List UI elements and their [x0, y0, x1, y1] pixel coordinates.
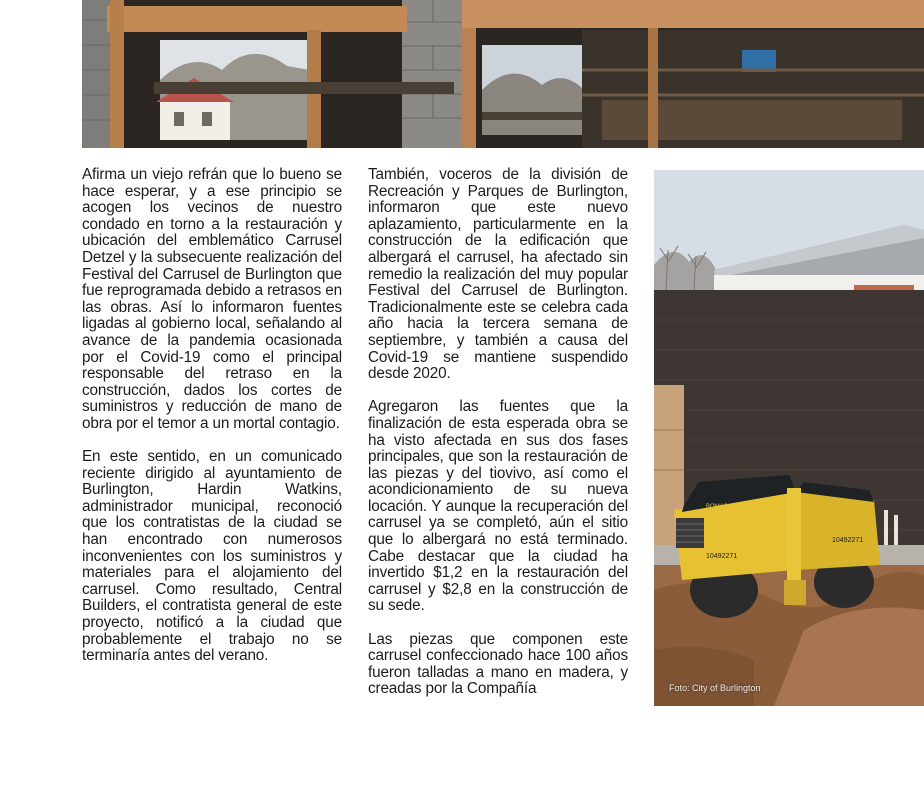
article-paragraph: Agregaron las fuentes que la finalización de esta esperada obra se ha visto afectada en sus dos fases principales, que son la restauración de las piezas y del tiovivo, así como el acondicionamiento de su nueva locación. Y aunque la recuperación del carrusel ya se completó, aún el sitio que lo albergará no está terminado. Cabe destacar que la ciudad ha invertido $1,2 en la restauración del carrusel y $2,8 en la construcción de su sede.: [368, 398, 628, 615]
machine-id-front: 10492271: [706, 553, 738, 560]
article-paragraph: En este sentido, en un comunicado reciente dirigido al ayuntamiento de Burlington, Hardin Watkins, administrador municipal, reconoció que los contratistas de la ciudad se han encontrado con numerosos inconvenientes con los suministros y materiales para el alojamiento del carrusel. Como resultado, Central Builders, el contratista general de este proyecto, notificó a la ciudad que probablemente el trabajo no se terminaría antes del verano.: [82, 448, 342, 665]
article-paragraph: Afirma un viejo refrán que lo bueno se hace esperar, y a ese principio se acogen los vecinos de nuestro condado en torno a la restauración y ubicación del emblemático Carrusel Detzel y la subsecuente realización del Festival del Carrusel de Burlington que fue reprogramada debido a retrasos en las obras. Así lo informaron fuentes ligadas al gobierno local, señalando al avance de la pandemia ocasionada por el Covid-19 como el principal responsable del retraso en la construcción, dados los cortes de suministros y reducción de mano de obra por el temor a un mortal contagio.: [82, 166, 342, 432]
article-paragraph: También, voceros de la división de Recreación y Parques de Burlington, informaron que este nuevo aplazamiento, particularmente en la construcción de la edificación que albergará el carrusel, ha afectado sin remedio la realización del muy popular Festival del Carrusel de Burlington. Tradicionalmente este se celebra cada año hacia la tercera semana de septiembre, y también a causa del Covid-19 se mantiene suspendido desde 2020.: [368, 166, 628, 383]
machine-id-side: 10492271: [832, 537, 864, 544]
compactor-photo: [654, 170, 924, 706]
article-paragraph: Las piezas que componen este carrusel confeccionado hace 100 años fueron talladas a mano en madera, y creadas por la Compañía: [368, 630, 628, 698]
photo-credit: Foto: City of Burlington: [669, 683, 761, 693]
article-column-2: [368, 167, 628, 715]
article-column-1: [82, 167, 342, 681]
top-construction-photo: [82, 0, 924, 148]
machine-brand-label: BOMAG: [706, 504, 729, 510]
